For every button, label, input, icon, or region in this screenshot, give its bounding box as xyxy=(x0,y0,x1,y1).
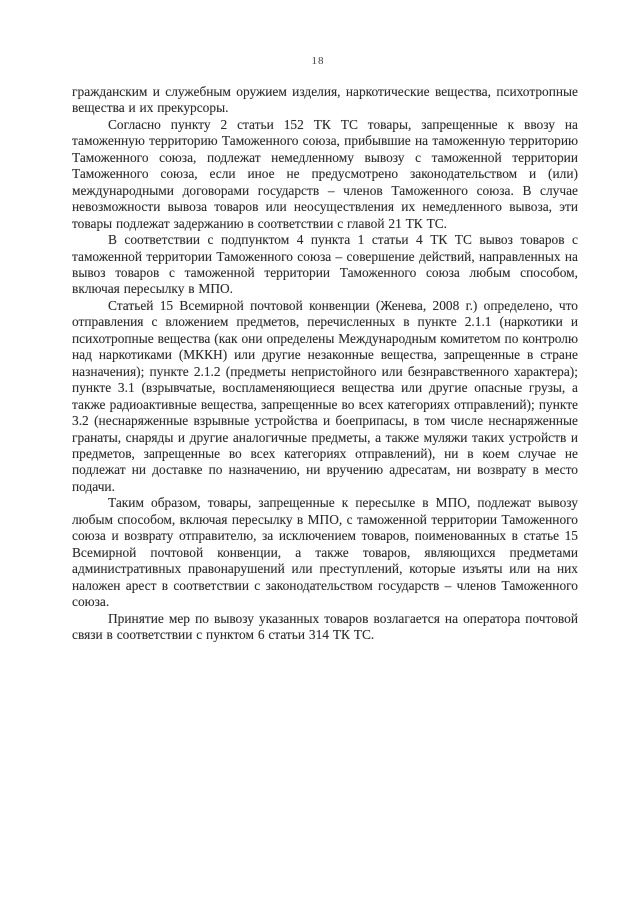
document-body xyxy=(72,84,578,643)
paragraph-4: Статьей 15 Всемирной почтовой конвенции (Женева, 2008 г.) определено, что отправления с вложением предметов, перечисленных в пункте 2.1.1 (наркотики и психотропные вещества (как они определены Международным комитетом по контролю над наркотиками (МККН) или другие незаконные вещества, запрещенные в стране назначения); пункте 2.1.2 (предметы непристойного или безнравственного характера); пункте 3.1 (взрывчатые, воспламеняющиеся вещества или другие опасные грузы, а также радиоактивные вещества, запрещенные во всех категориях отправлений); пункте 3.2 (неснаряженные взрывные устройства и боеприпасы, в том числе неснаряженные гранаты, снаряды и другие аналогичные предметы, а также муляжи таких устройств и предметов, запрещенные во всех категориях отправлений), ни в коем случае не подлежат ни доставке по назначению, ни вручению адресатам, ни возврату в место подачи. xyxy=(72,297,578,494)
page-number: 18 xyxy=(311,55,325,67)
paragraph-6: Принятие мер по вывозу указанных товаров возлагается на оператора почтовой связи в соответствии с пунктом 6 статьи 314 ТК ТС. xyxy=(72,610,578,642)
paragraph-3: В соответствии с подпунктом 4 пункта 1 статьи 4 ТК ТС вывоз товаров с таможенной территории Таможенного союза – совершение действий, направленных на вывоз товаров с таможенной территории Таможенного союза любым способом, включая пересылку в МПО. xyxy=(72,232,578,297)
paragraph-1: гражданским и служебным оружием изделия, наркотические вещества, психотропные вещества и их прекурсоры. xyxy=(72,84,578,116)
paragraph-2: Согласно пункту 2 статьи 152 ТК ТС товары, запрещенные к ввозу на таможенную территорию Таможенного союза, прибывшие на таможенную территорию Таможенного союза, подлежат немедленному вывозу с таможенной территории Таможенного союза, если иное не предусмотрено законодательством и (или) международными договорами государств – членов Таможенного союза. В случае невозможности вывоза товаров или неосуществления их немедленного вывоза, эти товары подлежат задержанию в соответствии с главой 21 ТК ТС. xyxy=(72,116,578,231)
paragraph-5: Таким образом, товары, запрещенные к пересылке в МПО, подлежат вывозу любым способом, включая пересылку в МПО, с таможенной территории Таможенного союза и возврату отправителю, за исключением товаров, поименованных в статье 15 Всемирной почтовой конвенции, а также товаров, являющихся предметами административных правонарушений или преступлений, которые изъяты или на них наложен арест в соответствии с законодательством государств – членов Таможенного союза. xyxy=(72,495,578,610)
